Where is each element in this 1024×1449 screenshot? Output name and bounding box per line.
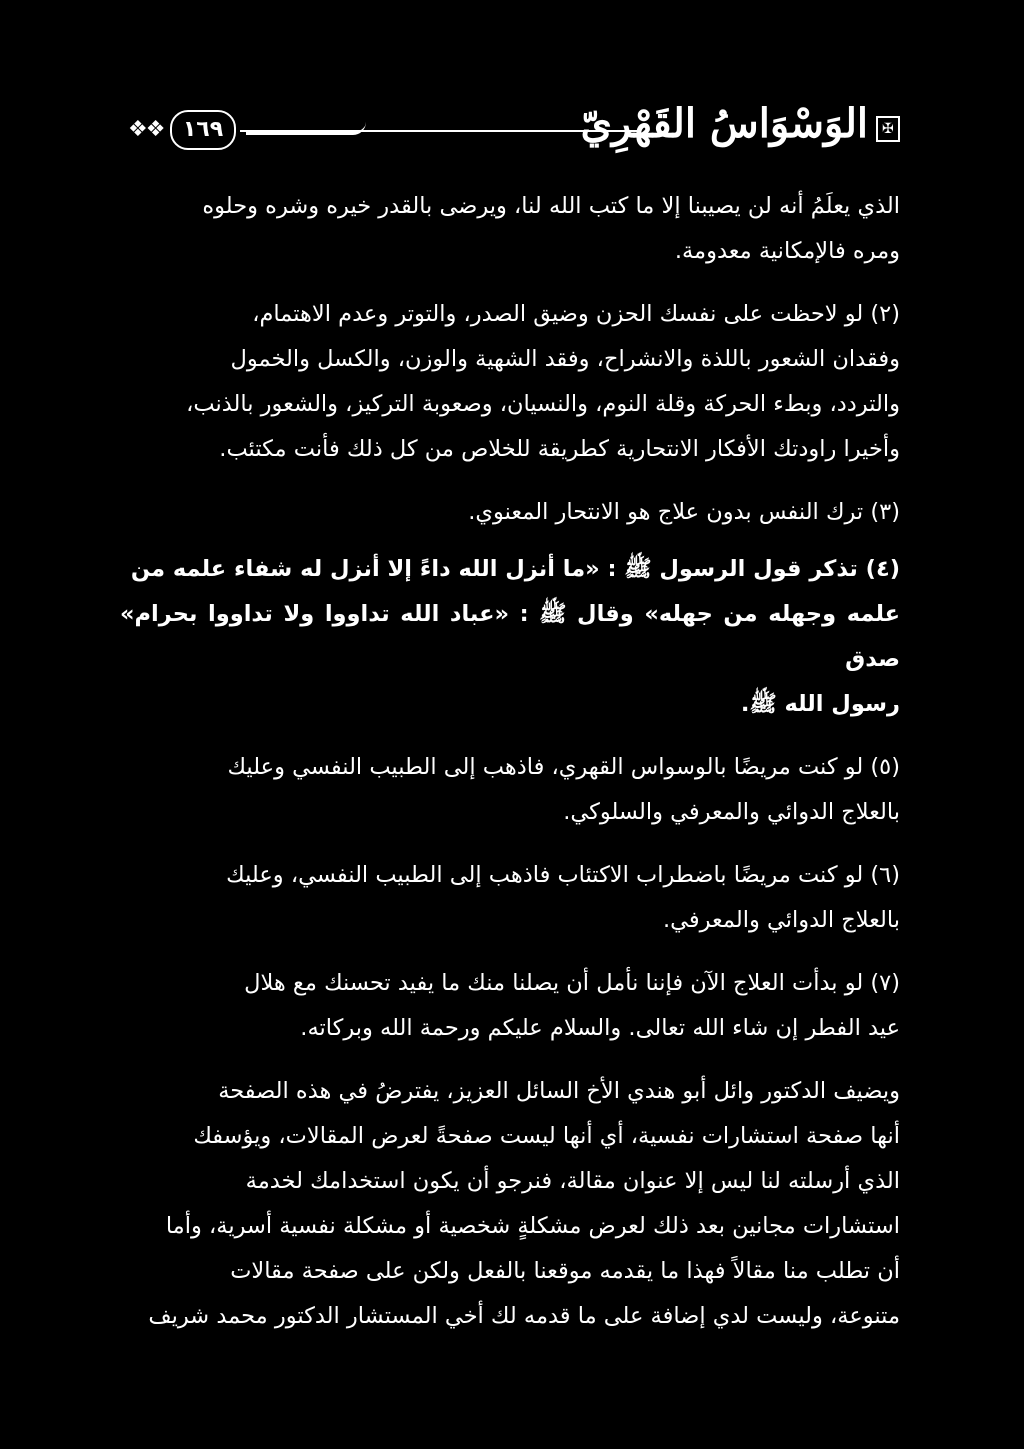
text-line: وفقدان الشعور باللذة والانشراح، وفقد الشهية والوزن، والكسل والخمول — [230, 346, 900, 372]
ornament-right: ✠ — [876, 116, 900, 142]
text-line: بالعلاج الدوائي والمعرفي. — [662, 907, 900, 933]
text-line: أن تطلب منا مقالاً فهذا ما يقدمه موقعنا بالفعل ولكن على صفحة مقالات — [230, 1258, 900, 1284]
text-line: والتردد، وبطء الحركة وقلة النوم، والنسيان، وصعوبة التركيز، والشعور بالذنب، — [186, 391, 900, 417]
paragraph-item-2 — [120, 292, 900, 472]
text-line: (٤) تذكر قول الرسول ﷺ : «ما أنزل الله داءً إلا أنزل له شفاء علمه من — [130, 556, 900, 582]
running-title: الوَسْوَاسُ القَهْرِيّ — [580, 100, 868, 147]
text-line: ومره فالإمكانية معدومة. — [674, 238, 900, 264]
paragraph-item-7 — [120, 961, 900, 1051]
text-line: (٥) لو كنت مريضًا بالوسواس القهري، فاذهب إلى الطبيب النفسي وعليك — [227, 754, 900, 780]
text-line: ويضيف الدكتور وائل أبو هندي الأخ السائل العزيز، يفترضُ في هذه الصفحة — [218, 1078, 900, 1104]
page-header — [128, 92, 900, 172]
text-line: استشارات مجانين بعد ذلك لعرض مشكلةٍ شخصية أو مشكلة نفسية أسرية، وأما — [165, 1213, 900, 1239]
paragraph-item-6 — [120, 853, 900, 943]
text-line: رسول الله ﷺ. — [740, 691, 900, 717]
paragraph-item-5 — [120, 745, 900, 835]
text-line: وأخيرا راودتك الأفكار الانتحارية كطريقة للخلاص من كل ذلك فأنت مكتئب. — [219, 436, 900, 462]
text-line: (٦) لو كنت مريضًا باضطراب الاكتئاب فاذهب إلى الطبيب النفسي، وعليك — [226, 862, 900, 888]
text-line: أنها صفحة استشارات نفسية، أي أنها ليست صفحةً لعرض المقالات، ويؤسفك — [193, 1123, 900, 1149]
page-body — [120, 184, 900, 1339]
text-line: (٢) لو لاحظت على نفسك الحزن وضيق الصدر، والتوتر وعدم الاهتمام، — [252, 301, 900, 327]
text-line: عيد الفطر إن شاء الله تعالى. والسلام عليكم ورحمة الله وبركاته. — [300, 1015, 900, 1041]
ornament-left: ❖❖ — [128, 117, 164, 142]
text-line: متنوعة، وليست لدي إضافة على ما قدمه لك أخي المستشار الدكتور محمد شريف — [148, 1303, 900, 1329]
text-line: علمه وجهله من جهله» وقال ﷺ : «عباد الله تداووا ولا تداووا بحرام» صدق — [120, 601, 900, 672]
paragraph-intro — [120, 184, 900, 274]
paragraph-item-4-hadith — [120, 547, 900, 727]
text-line: بالعلاج الدوائي والمعرفي والسلوكي. — [563, 799, 900, 825]
paragraph-item-3 — [120, 490, 900, 535]
text-line: الذي يعلَمُ أنه لن يصيبنا إلا ما كتب الله لنا، ويرضى بالقدر خيره وشره وحلوه — [202, 193, 900, 219]
text-line: الذي أرسلته لنا ليس إلا عنوان مقالة، فنرجو أن يكون استخدامك لخدمة — [245, 1168, 900, 1194]
page-number: ١٦٩ — [170, 110, 236, 150]
paragraph-commentary — [120, 1069, 900, 1339]
text-line: (٣) ترك النفس بدون علاج هو الانتحار المعنوي. — [468, 499, 900, 525]
text-line: (٧) لو بدأت العلاج الآن فإننا نأمل أن يصلنا منك ما يفيد تحسنك مع هلال — [244, 970, 900, 996]
